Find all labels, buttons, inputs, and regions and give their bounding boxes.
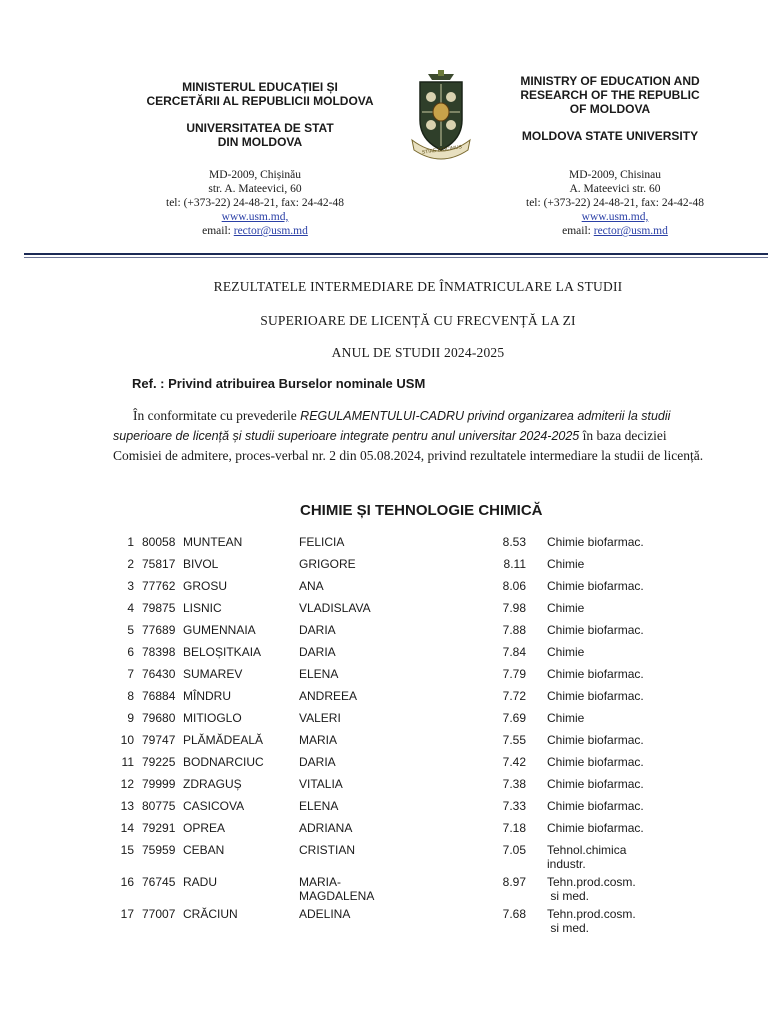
candidate-id: 79747 [142,733,176,747]
email-link-ro[interactable]: rector@usm.md [233,225,308,237]
table-row [0,755,768,777]
candidate-specialty: Chimie biofarmac. [547,777,644,791]
candidate-first-name: ANDREEA [299,689,358,703]
candidate-id: 79291 [142,821,176,835]
candidate-specialty: Chimie [547,557,585,571]
address-en-line3: tel: (+373-22) 24-48-21, fax: 24-42-48 [526,197,704,209]
header-left [110,80,410,149]
table-row [0,875,768,907]
candidate-id: 77689 [142,623,176,637]
intro-text-part1: În conformitate cu prevederile [133,408,301,423]
candidate-grade: 7.79 [502,667,526,681]
email-link-en[interactable]: rector@usm.md [593,225,668,237]
candidate-grade: 7.84 [502,645,526,659]
candidate-id: 79875 [142,601,176,615]
candidate-first-name: DARIA [299,623,336,637]
row-number: 5 [127,623,134,637]
candidate-last-name: MITIOGLO [183,711,242,725]
candidate-specialty: Chimie biofarmac. [547,623,644,637]
candidate-first-name: ELENA [299,799,339,813]
candidate-last-name: OPREA [183,821,226,835]
reference-line: Ref. : Privind atribuirea Burselor nominale USM [132,376,426,391]
university-name-ro-line2: DIN MOLDOVA [217,135,303,149]
row-number: 16 [120,875,134,889]
university-name-en: MOLDOVA STATE UNIVERSITY [521,129,699,143]
address-ro-line1: MD-2009, Chișinău [209,169,301,181]
candidate-specialty: Chimie biofarmac. [547,579,644,593]
candidate-id: 80058 [142,535,176,549]
candidate-first-name: MARIA- MAGDALENA [299,875,375,903]
candidate-grade: 7.42 [502,755,526,769]
email-label-ro: email: [202,225,234,237]
candidate-last-name: LISNIC [183,601,222,615]
candidate-last-name: BIVOL [183,557,219,571]
candidate-last-name: BELOȘITKAIA [183,645,262,659]
table-row [0,535,768,557]
candidate-grade: 7.33 [502,799,526,813]
header-right [490,74,730,143]
candidate-specialty: Chimie [547,711,585,725]
candidate-grade: 7.69 [502,711,526,725]
header-divider-thin [24,257,768,258]
candidate-first-name: DARIA [299,755,336,769]
row-number: 6 [127,645,134,659]
row-number: 3 [127,579,134,593]
candidate-first-name: ELENA [299,667,339,681]
website-link-en[interactable]: www.usm.md, [581,211,649,223]
candidate-specialty: Chimie [547,645,585,659]
candidate-last-name: CEBAN [183,843,225,857]
row-number: 13 [120,799,134,813]
candidate-grade: 7.18 [502,821,526,835]
candidate-specialty: Tehnol.chimica industr. [547,843,627,871]
row-number: 1 [127,535,134,549]
address-ro-line2: str. A. Mateevici, 60 [208,183,302,195]
table-row [0,711,768,733]
candidate-id: 76745 [142,875,176,889]
candidate-id: 77007 [142,907,176,921]
candidate-specialty: Tehn.prod.cosm. si med. [547,907,636,935]
table-row [0,843,768,875]
ministry-name-ro-line2: CERCETĂRII AL REPUBLICII MOLDOVA [146,94,374,108]
row-number: 2 [127,557,134,571]
website-link-ro[interactable]: www.usm.md, [221,211,289,223]
candidate-last-name: MUNTEAN [183,535,243,549]
candidate-grade: 7.38 [502,777,526,791]
candidate-last-name: CRĂCIUN [183,907,238,921]
candidate-last-name: PLĂMĂDEALĂ [183,733,264,747]
table-row [0,667,768,689]
candidate-specialty: Chimie biofarmac. [547,535,644,549]
candidate-last-name: GROSU [183,579,228,593]
candidate-first-name: CRISTIAN [299,843,356,857]
candidate-grade: 8.11 [503,557,526,571]
row-number: 7 [127,667,134,681]
document-title-line3: ANUL DE STUDII 2024-2025 [331,345,505,360]
ministry-name-ro-line1: MINISTERUL EDUCAȚIEI ȘI [182,80,338,94]
address-en-line1: MD-2009, Chisinau [569,169,661,181]
results-list [0,535,768,939]
section-title: CHIMIE ȘI TEHNOLOGIE CHIMICĂ [300,502,543,519]
candidate-specialty: Chimie [547,601,585,615]
candidate-first-name: ADELINA [299,907,351,921]
row-number: 12 [120,777,134,791]
candidate-first-name: VLADISLAVA [299,601,371,615]
intro-text-part2: în baza deciziei Comisiei de admitere, proces-verbal nr. 2 din 05.08.2024, privind rezultatele intermediare la studii de licență. [113,428,704,463]
candidate-id: 77762 [142,579,176,593]
candidate-first-name: MARIA [299,733,338,747]
row-number: 4 [127,601,134,615]
candidate-first-name: DARIA [299,645,336,659]
intro-text-regulation: REGULAMENTULUI-CADRU privind organizarea admiterii la studii superioare de licență și studii superioare integrate pentru anul universitar 2024-2025 [113,409,671,443]
candidate-first-name: GRIGORE [299,557,356,571]
candidate-first-name: VITALIA [299,777,343,791]
candidate-id: 75959 [142,843,176,857]
candidate-specialty: Chimie biofarmac. [547,799,644,813]
candidate-id: 76430 [142,667,176,681]
candidate-grade: 8.97 [502,875,526,889]
candidate-grade: 7.05 [502,843,526,857]
candidate-first-name: ADRIANA [299,821,353,835]
candidate-first-name: ANA [299,579,324,593]
candidate-first-name: FELICIA [299,535,345,549]
candidate-last-name: RADU [183,875,218,889]
table-row [0,601,768,623]
candidate-specialty: Chimie biofarmac. [547,755,644,769]
candidate-specialty: Chimie biofarmac. [547,667,644,681]
table-row [0,907,768,939]
candidate-first-name: VALERI [299,711,341,725]
row-number: 17 [120,907,134,921]
intro-paragraph [113,406,713,465]
candidate-grade: 8.53 [502,535,526,549]
row-number: 15 [120,843,134,857]
row-number: 8 [127,689,134,703]
candidate-grade: 7.72 [502,689,526,703]
candidate-id: 75817 [142,557,176,571]
candidate-last-name: ZDRAGUȘ [183,777,242,791]
table-row [0,557,768,579]
candidate-grade: 7.55 [502,733,526,747]
candidate-specialty: Chimie biofarmac. [547,733,644,747]
crest-motto: STIAE DISCIMUS [421,144,463,156]
table-row [0,579,768,601]
candidate-id: 78398 [142,645,176,659]
table-row [0,799,768,821]
candidate-id: 79999 [142,777,176,791]
address-block-en [470,168,760,238]
candidate-id: 79680 [142,711,176,725]
candidate-last-name: CASICOVA [183,799,245,813]
ministry-name-en-line3: OF MOLDOVA [569,102,651,116]
table-row [0,645,768,667]
table-row [0,689,768,711]
candidate-id: 76884 [142,689,176,703]
candidate-id: 79225 [142,755,176,769]
candidate-grade: 7.68 [502,907,526,921]
candidate-id: 80775 [142,799,176,813]
candidate-grade: 7.88 [502,623,526,637]
address-block-ro [90,168,420,238]
address-en-line2: A. Mateevici str. 60 [569,183,661,195]
candidate-grade: 8.06 [502,579,526,593]
row-number: 10 [120,733,134,747]
ministry-name-en-line1: MINISTRY OF EDUCATION AND [520,74,700,88]
table-row [0,821,768,843]
candidate-last-name: MÎNDRU [183,689,231,703]
table-row [0,623,768,645]
document-title-line1: REZULTATELE INTERMEDIARE DE ÎNMATRICULARE LA STUDII [213,279,623,294]
row-number: 11 [121,755,134,769]
row-number: 9 [127,711,134,725]
university-name-ro-line1: UNIVERSITATEA DE STAT [186,121,334,135]
candidate-specialty: Chimie biofarmac. [547,689,644,703]
candidate-last-name: BODNARCIUC [183,755,264,769]
row-number: 14 [120,821,134,835]
document-title-line2: SUPERIOARE DE LICENȚĂ CU FRECVENȚĂ LA ZI [260,313,576,328]
table-row [0,733,768,755]
table-row [0,777,768,799]
ministry-name-en-line2: RESEARCH OF THE REPUBLIC [520,88,700,102]
candidate-specialty: Tehn.prod.cosm. si med. [547,875,636,903]
candidate-grade: 7.98 [502,601,526,615]
email-label-en: email: [562,225,594,237]
candidate-last-name: SUMAREV [183,667,243,681]
candidate-last-name: GUMENNAIA [183,623,256,637]
address-ro-line3: tel: (+373-22) 24-48-21, fax: 24-42-48 [166,197,344,209]
header-divider [24,253,768,255]
candidate-specialty: Chimie biofarmac. [547,821,644,835]
